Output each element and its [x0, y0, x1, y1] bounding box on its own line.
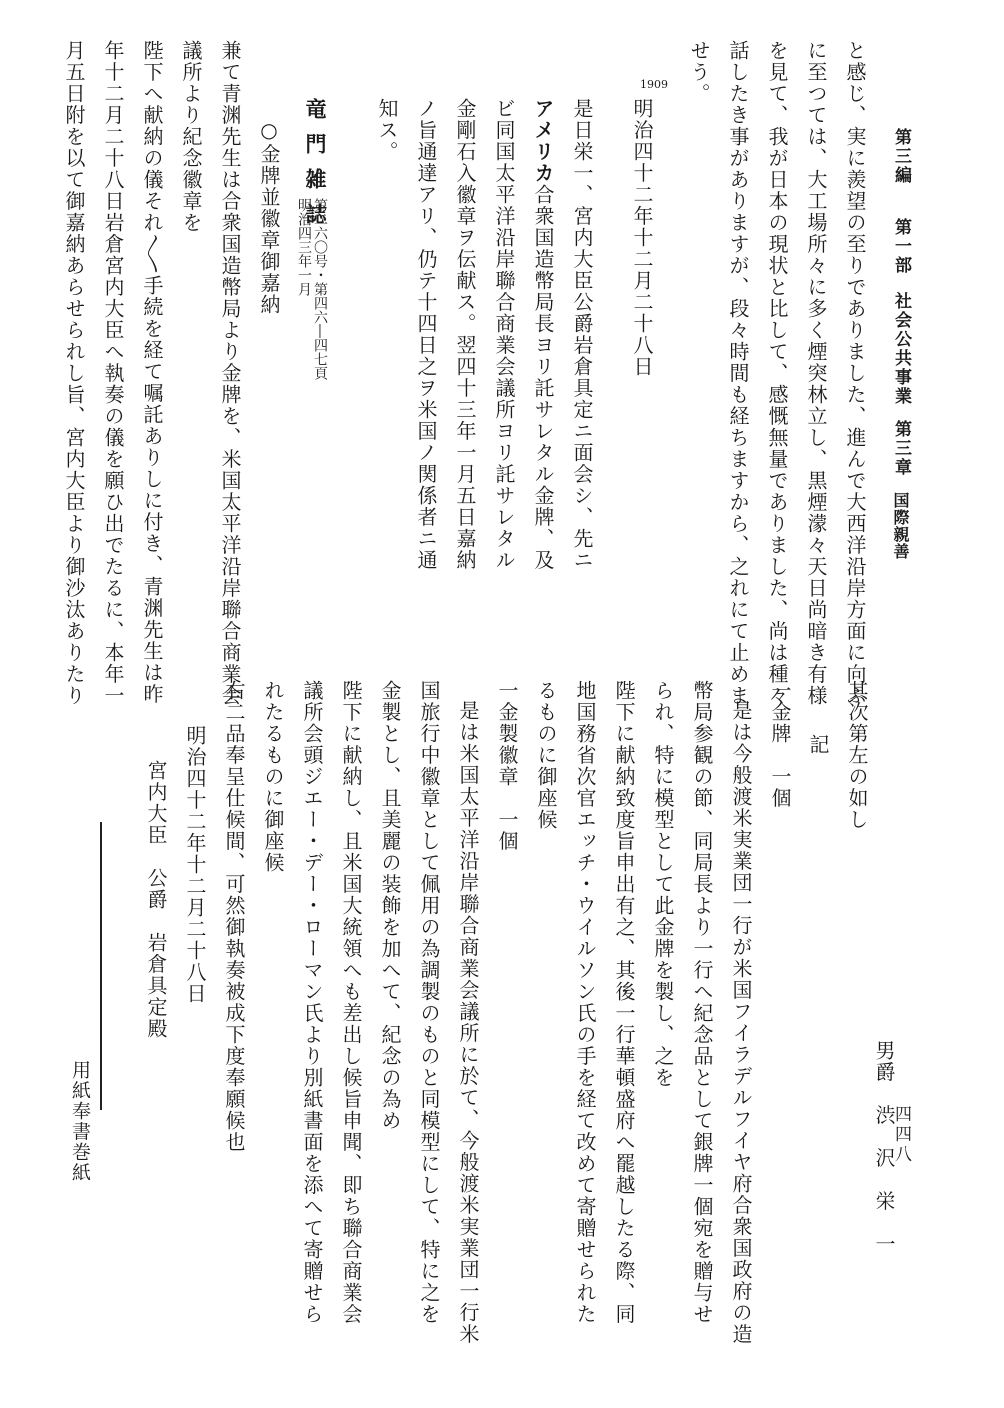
source-ref-2: 明治四三年一月: [296, 198, 312, 296]
header-chapter-title: 国際親善: [891, 492, 910, 560]
lower-line-16: れたるものに御座候: [261, 680, 285, 874]
upper-line-4: 話したき事がありますが、段々時間も経ちますから、之れにて止めま: [726, 40, 750, 707]
article-line-4: 年十二月二十八日岩倉宮内大臣へ執奏の儀を願ひ出でたるに、本年一: [101, 40, 125, 707]
article-line-3: 陛下へ献納の儀それ〳〵手続を経て嘱託ありしに付き、青渊先生は昨: [140, 40, 164, 705]
upper-line-1: と感じ、実に羨望の至りでありました、進んで大西洋沿岸方面に向ふ: [843, 40, 867, 707]
recipient: 宮内大臣 公爵 岩倉具定殿: [144, 760, 168, 1040]
lower-line-17: 右二品奉呈仕候間、可然御執奏被成下度奉願候也: [222, 680, 246, 1153]
entry-line-2: [533, 98, 553, 571]
entry-line-6: 知ス。: [375, 98, 399, 163]
article-line-2: 議所より紀念徽章を: [179, 40, 203, 234]
upper-line-5: せう。: [687, 40, 711, 105]
letter-date: 明治四十二年十二月二十八日: [183, 725, 207, 1005]
lower-line-8: 地国務省次官エッチ・ウイルソン氏の手を経て改めて寄贈せられた: [573, 680, 597, 1325]
page-number: 四四八: [891, 1105, 911, 1165]
lower-line-11: 是は米国太平洋沿岸聯合商業会議所に於て、今般渡米実業団一行米: [456, 700, 480, 1345]
article-line-5: 月五日附を以て御嘉納あらせられし旨、宮内大臣より御沙汰ありたり: [62, 40, 86, 707]
upper-line-2: に至つては、大工場所々に多く煙突林立し、黒煙濛々天日尚暗き有様: [804, 40, 828, 707]
item-gold-badge: 一金製徽章 一個: [495, 680, 519, 852]
entry-line-1: 是日栄一、宮内大臣公爵岩倉具定ニ面会シ、先ニ: [570, 98, 594, 571]
lower-line-5: 幣局参観の節、同局長より一行へ紀念品として銀牌一個宛を贈与せ: [690, 680, 714, 1325]
ki-heading: 記: [806, 734, 830, 756]
year-note: 1909: [640, 78, 668, 91]
item-gold-medal: 一金牌 一個: [768, 680, 792, 809]
lower-line-9: るものに御座候: [534, 680, 558, 831]
entry-line-3: ビ同国太平洋沿岸聯合商業会議所ヨリ託サレタル: [492, 98, 516, 571]
lower-line-1: 其次第左の如し: [845, 680, 869, 831]
header-section: 社会公共事業: [891, 292, 911, 406]
lower-line-13: 金製とし、且美麗の装飾を加へて、紀念の為め: [378, 680, 402, 1132]
header-volume: 第三編: [891, 128, 911, 185]
lower-line-15: 議所会頭ジエー・デー・ローマン氏より別紙書面を添へて寄贈せら: [300, 680, 324, 1325]
upper-line-3: を見て、我が日本の現状と比して、感慨無量でありました、尚は種々: [765, 40, 789, 707]
entry-date: 明治四十二年十二月二十八日: [630, 98, 654, 378]
entry-line-4: 金剛石入徽章ヲ伝献ス。翌四十三年一月五日嘉納: [453, 98, 477, 571]
sender-signature: 男爵 渋 沢 栄 一: [872, 1040, 896, 1255]
article-title: ○金牌並徽章御嘉納: [257, 118, 281, 316]
divider-line: [100, 822, 102, 1110]
lower-line-4: 是は今般渡米実業団一行が米国フイラデルフイヤ府合衆国政府の造: [729, 700, 753, 1345]
lower-line-14: 陛下に献納し、且米国大統領へも差出し候旨申聞、即ち聯合商業会: [339, 680, 363, 1325]
america-bold: アメリカ: [531, 98, 555, 184]
source-ref-1: 第二六〇号・第四六―四七頁: [312, 198, 328, 380]
paper-note: 用紙奉書巻紙: [69, 1060, 91, 1183]
lower-line-6: られ、特に模型として此金牌を製し、之を: [651, 680, 675, 1089]
header-part: 第一部: [891, 218, 911, 275]
entry-line-2-rest: 合衆国造幣局長ヨリ託サレタル金牌、及: [531, 184, 555, 571]
source-title: 竜門雑誌: [303, 98, 328, 238]
lower-line-7: 陛下に献納致度旨申出有之、其後一行華頓盛府へ罷越したる際、同: [612, 680, 636, 1325]
lower-line-12: 国旅行中徽章として佩用の為調製のものと同模型にして、特に之を: [417, 680, 441, 1325]
header-chapter: 第三章: [891, 420, 911, 477]
entry-line-5: ノ旨通達アリ、仍テ十四日之ヲ米国ノ関係者ニ通: [414, 98, 438, 571]
article-line-1: 兼て青渊先生は合衆国造幣局より金牌を、米国太平洋沿岸聯合商業会: [218, 40, 242, 707]
